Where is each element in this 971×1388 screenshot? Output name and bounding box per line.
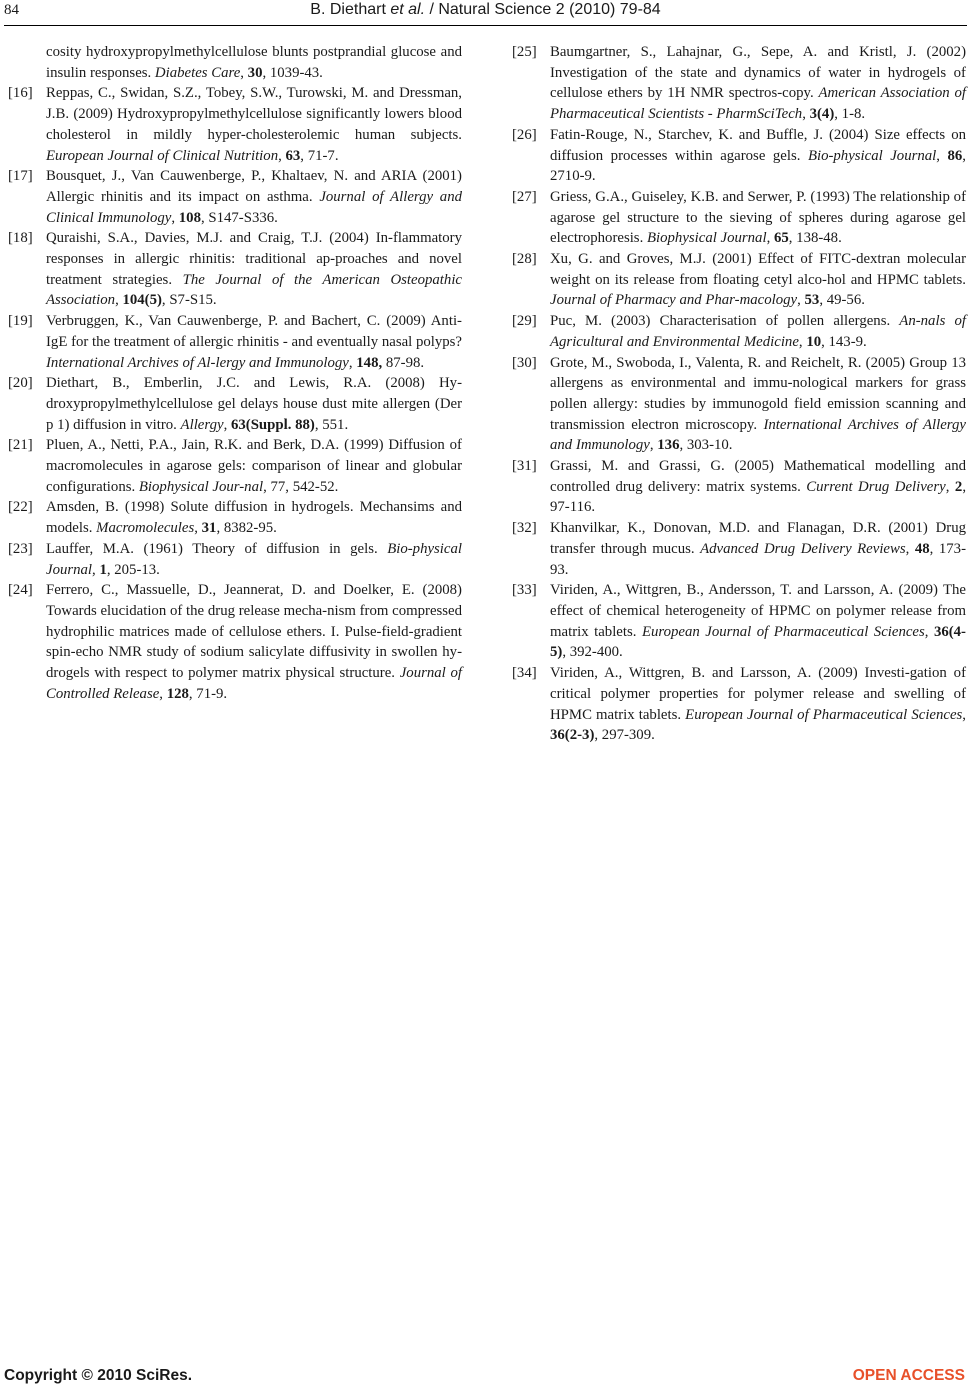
reference-authors-title: Bousquet, J., Van Cauwenberge, P., Khaltaev, N. and ARIA (2001) Allergic rhinitis and its impact on asthma.: [46, 168, 462, 205]
reference-journal: Current Drug Delivery: [806, 478, 946, 495]
reference-journal: Allergy: [180, 416, 224, 433]
reference-item: [8, 497, 462, 538]
reference-separator: ,: [92, 561, 100, 578]
reference-journal: Journal of Pharmacy and Phar-macology: [550, 292, 798, 309]
reference-separator: ,: [797, 292, 805, 309]
reference-volume: 2: [954, 478, 963, 495]
reference-separator: ,: [278, 147, 286, 164]
reference-authors-title: cosity hydroxypropylmethylcellulose blunts postprandial glucose and insulin responses.: [46, 44, 462, 81]
reference-item: [512, 580, 966, 663]
reference-authors-title: Grassi, M. and Grassi, G. (2005) Mathematical modelling and controlled drug delivery: matrix systems.: [550, 458, 966, 495]
reference-pages: , 49-56.: [819, 292, 865, 309]
reference-number: [18]: [8, 230, 33, 247]
reference-number: [23]: [8, 540, 33, 557]
reference-pages: , 71-7.: [300, 147, 339, 164]
reference-volume: 31: [201, 520, 217, 537]
running-header-authors: B. Diethart: [310, 1, 391, 18]
reference-journal: International Archives of Al-lergy and Immunology: [46, 354, 349, 371]
reference-authors-title: Verbruggen, K., Van Cauwenberge, P. and Bachert, C. (2009) Anti-IgE for the treatment of allergic rhinitis - and eventually nasal polyps?: [46, 313, 462, 350]
reference-number: [27]: [512, 188, 537, 205]
reference-item: [512, 518, 966, 580]
reference-authors-title: Quraishi, S.A., Davies, M.J. and Craig, T.J. (2004) In-flammatory responses in allergic rhinitis: traditional ap-proaches and novel treatment strategies.: [46, 230, 462, 288]
reference-item: [512, 187, 966, 249]
reference-journal: European Journal of Clinical Nutrition: [46, 147, 279, 164]
reference-separator: ,: [962, 706, 966, 723]
reference-item: [8, 373, 462, 435]
reference-separator: ,: [802, 106, 810, 123]
reference-volume: 3(4): [809, 106, 835, 123]
running-header-journal: / Natural Science 2 (2010) 79-84: [425, 1, 661, 18]
reference-authors-title: Viriden, A., Wittgren, B., Andersson, T. and Larsson, A. (2009) The effect of chemical heterogeneity of HPMC on polymer release from matrix tablets.: [550, 582, 966, 640]
reference-journal: European Journal of Pharmaceutical Sciences: [685, 706, 963, 723]
reference-pages: , 138-48.: [788, 230, 842, 247]
reference-separator: ,: [348, 354, 357, 371]
reference-volume: 48: [914, 540, 930, 557]
reference-pages: , 551.: [314, 416, 349, 433]
reference-pages: 87-98.: [382, 354, 425, 371]
reference-authors-title: Lauffer, M.A. (1961) Theory of diffusion in gels.: [46, 540, 388, 557]
reference-journal: Bio-physical Journal: [46, 540, 462, 578]
references-right-column: [512, 42, 966, 746]
reference-separator: ,: [240, 64, 248, 81]
reference-volume: 148,: [356, 354, 383, 371]
open-access-label: OPEN ACCESS: [852, 1367, 965, 1384]
reference-item: [512, 663, 966, 746]
reference-number: [34]: [512, 665, 537, 682]
reference-pages: , 71-9.: [188, 685, 228, 702]
reference-journal: European Journal of Pharmaceutical Sciences: [641, 623, 925, 640]
reference-authors-title: Reppas, C., Swidan, S.Z., Tobey, S.W., Turowski, M. and Dressman, J.B. (2009) Hydroxypropylmethylcellulose significantly lowers blood cholesterol in mildly hyper-cholesterolemic human subjects.: [46, 85, 462, 143]
reference-authors-title: Amsden, B. (1998) Solute diffusion in hydrogels. Mechansims and models.: [46, 499, 462, 537]
reference-journal: Biophysical Journal: [646, 230, 767, 247]
reference-volume: 1: [99, 561, 107, 578]
reference-separator: ,: [924, 623, 934, 640]
reference-number: [24]: [8, 582, 33, 599]
reference-volume: 10: [806, 333, 822, 350]
reference-journal: Biophysical Jour-nal: [138, 478, 264, 495]
reference-authors-title: Pluen, A., Netti, P.A., Jain, R.K. and Berk, D.A. (1999) Diffusion of macromolecules in agarose gels: comparison of linear and globular configurations.: [46, 437, 462, 495]
reference-number: [21]: [8, 437, 33, 454]
reference-journal: International Archives of Allergy and Immunology: [550, 416, 966, 454]
reference-journal: An-nals of Agricultural and Environmental Medicine: [550, 313, 966, 350]
reference-item: [8, 228, 462, 311]
copyright-notice: Copyright © 2010 SciRes.: [4, 1367, 193, 1384]
reference-pages: , 1039-43.: [262, 64, 323, 81]
reference-pages: , 97-116.: [550, 478, 967, 516]
reference-journal: Macromolecules: [96, 520, 195, 537]
reference-authors-title: Ferrero, C., Massuelle, D., Jeannerat, D. and Doelker, E. (2008) Towards elucidation of the drug release mecha-nism from compressed hydrophilic matrices made of cellulose ethers. I. Pulse-field-gradient spin-echo NMR study of sodium salicylate diffusivity in swollen hy-drogels with respect to polymer matrix physical structure.: [46, 582, 462, 682]
reference-authors-title: Puc, M. (2003) Characterisation of pollen allergens.: [550, 313, 900, 330]
reference-number: [29]: [512, 313, 537, 330]
reference-pages: , 205-13.: [106, 561, 160, 578]
reference-volume: 63: [285, 147, 301, 164]
reference-authors-title: Griess, G.A., Guiseley, K.B. and Serwer, P. (1993) The relationship of agarose gel structure to the sieving of spheres during agarose gel electrophoresis.: [550, 188, 966, 247]
reference-number: [20]: [8, 375, 33, 392]
reference-item: [8, 42, 462, 83]
reference-number: [19]: [8, 313, 33, 330]
references-left-column: [8, 42, 462, 705]
reference-number: [33]: [512, 582, 537, 599]
reference-journal: Advanced Drug Delivery Reviews: [700, 540, 906, 557]
reference-number: [26]: [512, 126, 537, 143]
running-header: [0, 1, 971, 19]
reference-item: [8, 166, 462, 228]
reference-volume: 65: [773, 230, 789, 247]
reference-authors-title: Grote, M., Swoboda, I., Valenta, R. and Reichelt, R. (2005) Group 13 allergens as environmental and immu-nological markers for grass pollen allergy: studies by immunogold field emission scanning and transmission electron microscopy.: [550, 354, 966, 433]
reference-item: [512, 249, 966, 311]
reference-volume: 86: [947, 147, 963, 164]
running-header-etal: et al.: [390, 1, 426, 18]
reference-separator: ,: [159, 685, 167, 702]
reference-volume: 36(2-3): [550, 727, 595, 744]
reference-authors-title: Baumgartner, S., Lahajnar, G., Sepe, A. and Kristl, J. (2002) Investigation of the state and dynamics of water in hydrogels of cellulose ethers by 1H NMR spectros-copy.: [550, 44, 966, 102]
reference-volume: 63(Suppl. 88): [230, 416, 315, 433]
reference-separator: ,: [223, 416, 231, 433]
reference-volume: 104(5): [122, 292, 162, 309]
reference-separator: ,: [798, 333, 807, 350]
reference-item: [512, 311, 966, 352]
reference-pages: , 173-93.: [550, 540, 966, 578]
reference-number: [28]: [512, 251, 537, 268]
reference-separator: ,: [766, 230, 774, 247]
reference-volume: 108: [178, 209, 201, 226]
reference-volume: 128: [166, 685, 189, 702]
reference-number: [32]: [512, 520, 537, 537]
page-number: 84: [4, 2, 19, 18]
reference-journal: The Journal of the American Osteopathic Association: [46, 271, 462, 309]
reference-item: [8, 539, 462, 580]
reference-item: [512, 353, 966, 457]
reference-volume: 136: [657, 437, 680, 454]
reference-authors-title: Khanvilkar, K., Donovan, M.D. and Flanagan, D.R. (2001) Drug transfer through mucus.: [550, 520, 966, 557]
reference-pages: , S147-S336.: [200, 209, 278, 226]
reference-number: [17]: [8, 168, 33, 185]
reference-item: [8, 580, 462, 704]
reference-journal: Journal of Controlled Release: [46, 665, 462, 702]
reference-journal: Bio-physical Journal: [807, 147, 937, 164]
reference-item: [8, 311, 462, 373]
reference-pages: , 297-309.: [594, 727, 655, 744]
reference-volume: 53: [804, 292, 820, 309]
reference-pages: , 143-9.: [821, 333, 867, 350]
reference-volume: 30: [247, 64, 263, 81]
reference-authors-title: Fatin-Rouge, N., Starchev, K. and Buffle, J. (2004) Size effects on diffusion processes within agarose gels.: [550, 126, 966, 164]
reference-item: [8, 435, 462, 497]
reference-item: [512, 125, 966, 187]
reference-separator: ,: [194, 520, 202, 537]
reference-number: [30]: [512, 354, 537, 371]
reference-pages: , S7-S15.: [161, 292, 217, 309]
reference-item: [512, 456, 966, 518]
reference-number: [16]: [8, 85, 33, 102]
reference-pages: , 303-10.: [679, 437, 733, 454]
reference-pages: , 77, 542-52.: [263, 478, 339, 495]
reference-pages: , 392-400.: [562, 644, 623, 661]
header-rule: [4, 25, 967, 26]
reference-journal: Diabetes Care: [154, 64, 241, 81]
reference-authors-title: Viriden, A., Wittgren, B. and Larsson, A. (2009) Investi-gation of critical polymer properties for polymer release and swelling of HPMC matrix tablets.: [550, 665, 966, 723]
reference-separator: ,: [115, 292, 123, 309]
reference-pages: , 2710-9.: [550, 147, 966, 185]
reference-item: [8, 83, 462, 166]
reference-separator: ,: [936, 147, 948, 164]
reference-separator: ,: [649, 437, 658, 454]
reference-separator: ,: [945, 478, 955, 495]
reference-journal: American Association of Pharmaceutical Scientists - PharmSciTech: [550, 85, 966, 123]
reference-pages: , 8382-95.: [216, 520, 277, 537]
reference-pages: , 1-8.: [834, 106, 866, 123]
reference-separator: ,: [905, 540, 915, 557]
reference-item: [512, 42, 966, 125]
reference-number: [31]: [512, 458, 537, 475]
reference-number: [22]: [8, 499, 33, 516]
reference-authors-title: Xu, G. and Groves, M.J. (2001) Effect of FITC-dextran molecular weight on its release from floating cetyl alco-hol and HPMC tablets.: [550, 251, 966, 288]
reference-separator: ,: [171, 209, 179, 226]
reference-volume: 36(4-5): [550, 623, 966, 661]
reference-number: [25]: [512, 44, 537, 60]
reference-journal: Journal of Allergy and Clinical Immunology: [46, 188, 462, 226]
reference-authors-title: Diethart, B., Emberlin, J.C. and Lewis, R.A. (2008) Hy-droxypropylmethylcellulose gel delays house dust mite allergen (Der p 1) diffusion in vitro.: [46, 375, 462, 433]
